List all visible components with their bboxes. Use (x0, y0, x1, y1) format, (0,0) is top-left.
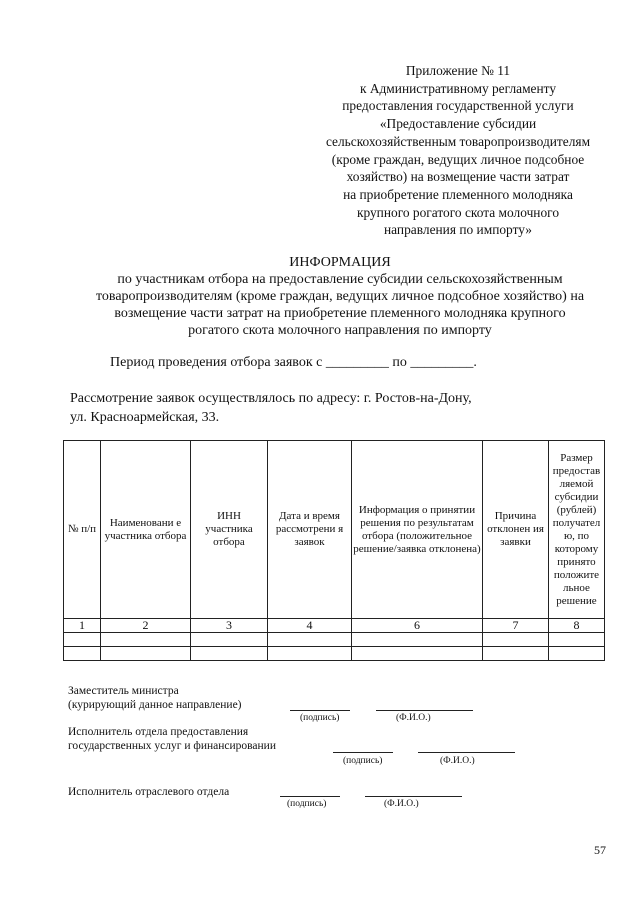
name-line (365, 796, 462, 797)
deputy-line: Заместитель министра (68, 685, 179, 697)
table-row (64, 633, 605, 647)
header-cell: Размер предостав ляемой субсидии (рублей) получател ю, по которому принято положите льное решение (549, 441, 605, 619)
signature-caption: (подпись) (300, 713, 340, 723)
annex-line: (кроме граждан, ведущих личное подсобное (331, 151, 585, 167)
table-row (64, 647, 605, 661)
name-caption: (Ф.И.О.) (396, 713, 431, 723)
title-line: возмещение части затрат на приобретение племенного молодняка крупного (114, 306, 566, 321)
signature-caption: (подпись) (287, 799, 327, 809)
table-cell (64, 647, 101, 661)
column-number: 7 (483, 619, 549, 633)
signature-line (290, 710, 350, 711)
name-caption: (Ф.И.О.) (384, 799, 419, 809)
header-cell: Дата и время рассмотрени я заявок (268, 441, 352, 619)
table-cell (549, 633, 605, 647)
title-line: рогатого скота молочного направления по импорту (188, 323, 492, 338)
name-line (418, 752, 515, 753)
participants-table (63, 440, 605, 661)
selection-period: Период проведения отбора заявок с _________ по _________. (110, 355, 477, 370)
signature-line (280, 796, 340, 797)
header-cell: Причина отклонен ия заявки (483, 441, 549, 619)
annex-line: крупного рогатого скота молочного (356, 204, 560, 220)
header-cell: ИНН участника отбора (191, 441, 268, 619)
column-number: 6 (352, 619, 483, 633)
column-number: 8 (549, 619, 605, 633)
table-cell (101, 633, 191, 647)
table-cell (352, 633, 483, 647)
address-line: Рассмотрение заявок осуществлялось по адресу: г. Ростов-на-Дону, (70, 391, 472, 406)
branch-executor-label: Исполнитель отраслевого отдела (68, 786, 230, 798)
table-header-row (64, 441, 605, 619)
review-address (70, 389, 472, 427)
document-title (40, 254, 640, 339)
annex-line: на приобретение племенного молодняка (343, 186, 573, 202)
annex-line: «Предоставление субсидии (379, 116, 537, 132)
annex-line: предоставления государственной услуги (342, 98, 574, 114)
name-caption: (Ф.И.О.) (440, 756, 475, 766)
name-line (376, 710, 473, 711)
annex-line: Приложение № 11 (405, 63, 511, 78)
deputy-minister-label (68, 684, 242, 712)
table-cell (268, 633, 352, 647)
executor-line: Исполнитель отдела предоставления (68, 726, 249, 738)
column-number: 3 (191, 619, 268, 633)
annex-line: хозяйство) на возмещение части затрат (346, 169, 570, 185)
header-cell: Наименовани е участника отбора (101, 441, 191, 619)
column-number: 4 (268, 619, 352, 633)
address-line: ул. Красноармейская, 33. (70, 410, 220, 425)
table-cell (352, 647, 483, 661)
column-number-row (64, 619, 605, 633)
page-number: 57 (594, 843, 606, 857)
annex-line: сельскохозяйственным товаропроизводителям (325, 133, 591, 149)
executor-label (68, 725, 276, 753)
header-cell: № п/п (64, 441, 101, 619)
table-cell (101, 647, 191, 661)
title-heading: ИНФОРМАЦИЯ (289, 255, 391, 270)
table-cell (483, 633, 549, 647)
title-line: товаропроизводителям (кроме граждан, ведущих личное подсобное хозяйство) на (95, 289, 585, 304)
deputy-line: (курирующий данное направление) (68, 699, 242, 711)
table-cell (64, 633, 101, 647)
signature-caption: (подпись) (343, 756, 383, 766)
column-number: 1 (64, 619, 101, 633)
signature-line (333, 752, 393, 753)
table-cell (191, 633, 268, 647)
table-cell (191, 647, 268, 661)
table-cell (549, 647, 605, 661)
annex-line: направления по импорту» (384, 222, 532, 238)
annex-header (300, 62, 616, 239)
header-cell: Информация о принятии решения по результатам отбора (положительное решение/заявка отклонена) (352, 441, 483, 619)
annex-line: к Административному регламенту (359, 80, 557, 96)
table-cell (268, 647, 352, 661)
executor-line: государственных услуг и финансировании (68, 740, 276, 752)
table-cell (483, 647, 549, 661)
column-number: 2 (101, 619, 191, 633)
title-line: по участникам отбора на предоставление субсидии сельскохозяйственным (117, 272, 563, 287)
